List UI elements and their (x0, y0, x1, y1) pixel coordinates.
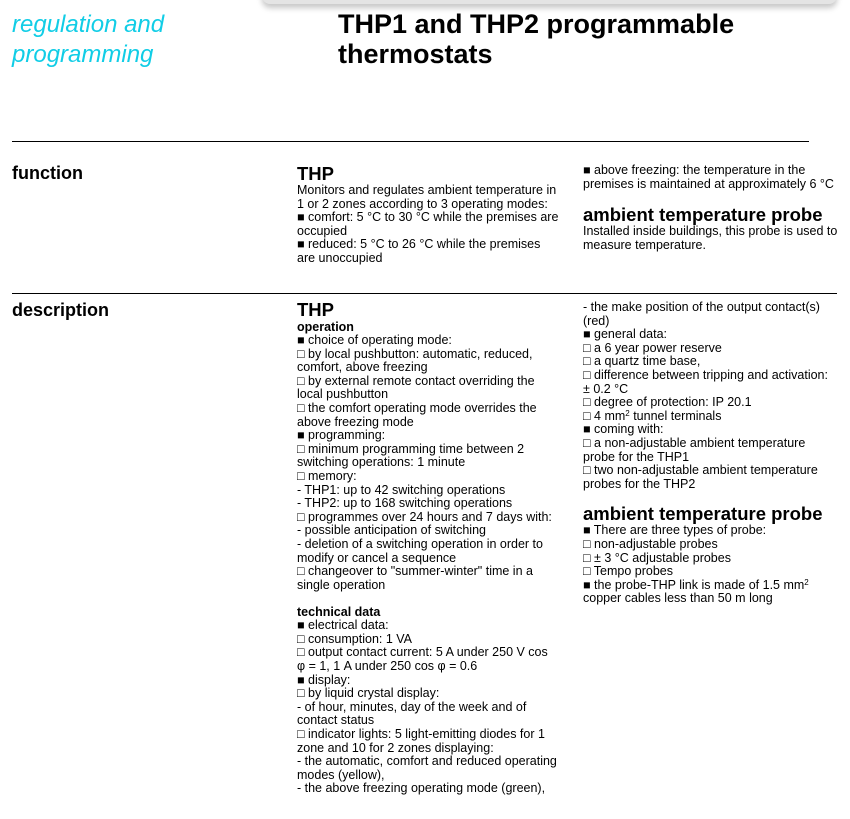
terminals-line (583, 410, 838, 424)
function-col2 (583, 164, 838, 252)
probe-link-line (583, 579, 838, 606)
top-shadow-bar (262, 0, 837, 4)
text-line: - of hour, minutes, day of the week and of contact status (297, 699, 527, 728)
operation-title: operation (297, 320, 354, 334)
text-line: - the above freezing operating mode (green), (297, 781, 546, 796)
text-line: □ two non-adjustable ambient temperature probes for the THP2 (583, 463, 818, 491)
function-col1-text (297, 184, 559, 266)
page-title-line2: thermostats (338, 39, 493, 69)
description-heading: description (12, 300, 110, 320)
section-label-line2: programming (12, 41, 154, 68)
text-line: □ by external remote contact overriding the local pushbutton (297, 373, 535, 402)
probe-link-prefix: ■ the probe-THP link is made of 1.5 mm (583, 577, 805, 592)
text-line: □ memory: (297, 468, 357, 483)
text-line: □ a non-adjustable ambient temperature probe for the THP1 (583, 435, 806, 464)
text-line: Monitors and regulates ambient temperature in 1 or 2 zones according to 3 operating modes: (297, 183, 557, 211)
terminals-prefix: □ 4 mm (583, 408, 626, 423)
description-col2 (583, 301, 838, 606)
text-line: □ non-adjustable probes (583, 536, 718, 551)
function-heading: function (12, 163, 83, 183)
text-line: - deletion of a switching operation in order to modify or cancel a sequence (297, 536, 543, 565)
probe-link-suffix: copper cables less than 50 m long (583, 591, 773, 606)
text-line: ■ reduced: 5 °C to 26 °C while the premises are unoccupied (297, 237, 541, 265)
function-probe-title: ambient temperature probe (583, 204, 823, 226)
text-line: □ changeover to "summer-winter" time in a single operation (297, 564, 533, 592)
text-line: - THP1: up to 42 switching operations (297, 482, 506, 497)
text-line: - the automatic, comfort and reduced operating modes (yellow), (297, 754, 557, 782)
description-probe-title: ambient temperature probe (583, 503, 823, 525)
text-line: □ the comfort operating mode overrides the above freezing mode (297, 400, 537, 429)
text-line: □ ± 3 °C adjustable probes (583, 550, 731, 565)
probe-link-superscript: 2 (804, 577, 809, 587)
section-label-line1: regulation and (12, 11, 165, 38)
page-title (338, 9, 838, 69)
description-thp-title: THP (297, 299, 334, 320)
text-line: □ minimum programming time between 2 switching operations: 1 minute (297, 441, 525, 470)
text-line: ■ coming with: (583, 422, 664, 437)
function-col1 (297, 164, 559, 266)
operation-text (297, 334, 559, 592)
text-line: □ difference between tripping and activation: ± 0.2 °C (583, 367, 828, 396)
terminals-superscript: 2 (625, 408, 630, 418)
text-line: □ by liquid crystal display: (297, 686, 440, 701)
text-line: ■ comfort: 5 °C to 30 °C while the premises are occupied (297, 210, 559, 238)
divider-top (12, 141, 809, 142)
text-line: ■ electrical data: (297, 618, 389, 633)
text-line: □ output contact current: 5 A under 250 V cos φ = 1, 1 A under 250 cos φ = 0.6 (297, 645, 548, 674)
text-line: ■ choice of operating mode: (297, 333, 452, 347)
text-line: □ a 6 year power reserve (583, 340, 722, 355)
technical-data-text (297, 619, 559, 796)
text-line: ■ programming: (297, 428, 386, 443)
text-line: ■ There are three types of probe: (583, 523, 767, 538)
text-line: ■ above freezing: the temperature in the premises is maintained at approximately 6 °C (583, 163, 834, 191)
text-line: □ programmes over 24 hours and 7 days with: (297, 509, 552, 524)
text-line: □ degree of protection: IP 20.1 (583, 395, 752, 410)
technical-data-title: technical data (297, 605, 381, 620)
section-label (12, 10, 262, 70)
text-line: □ a quartz time base, (583, 354, 701, 369)
function-thp-title: THP (297, 163, 334, 184)
text-line: - possible anticipation of switching (297, 523, 486, 538)
terminals-suffix: tunnel terminals (629, 408, 722, 423)
text-line: □ Tempo probes (583, 564, 674, 579)
divider-middle (12, 293, 837, 294)
text-line: Installed inside buildings, this probe is used to measure temperature. (583, 224, 838, 252)
description-col1 (297, 300, 559, 796)
text-line: ■ general data: (583, 327, 667, 342)
text-line: □ consumption: 1 VA (297, 631, 413, 646)
text-line: - THP2: up to 168 switching operations (297, 496, 513, 511)
text-line: ■ display: (297, 672, 351, 687)
text-line: □ indicator lights: 5 light-emitting diodes for 1 zone and 10 for 2 zones displaying: (297, 727, 545, 755)
page-title-line1: THP1 and THP2 programmable (338, 9, 735, 39)
text-line: □ by local pushbutton: automatic, reduced, comfort, above freezing (297, 346, 533, 375)
text-line: - the make position of the output contact(s) (red) (583, 300, 820, 328)
